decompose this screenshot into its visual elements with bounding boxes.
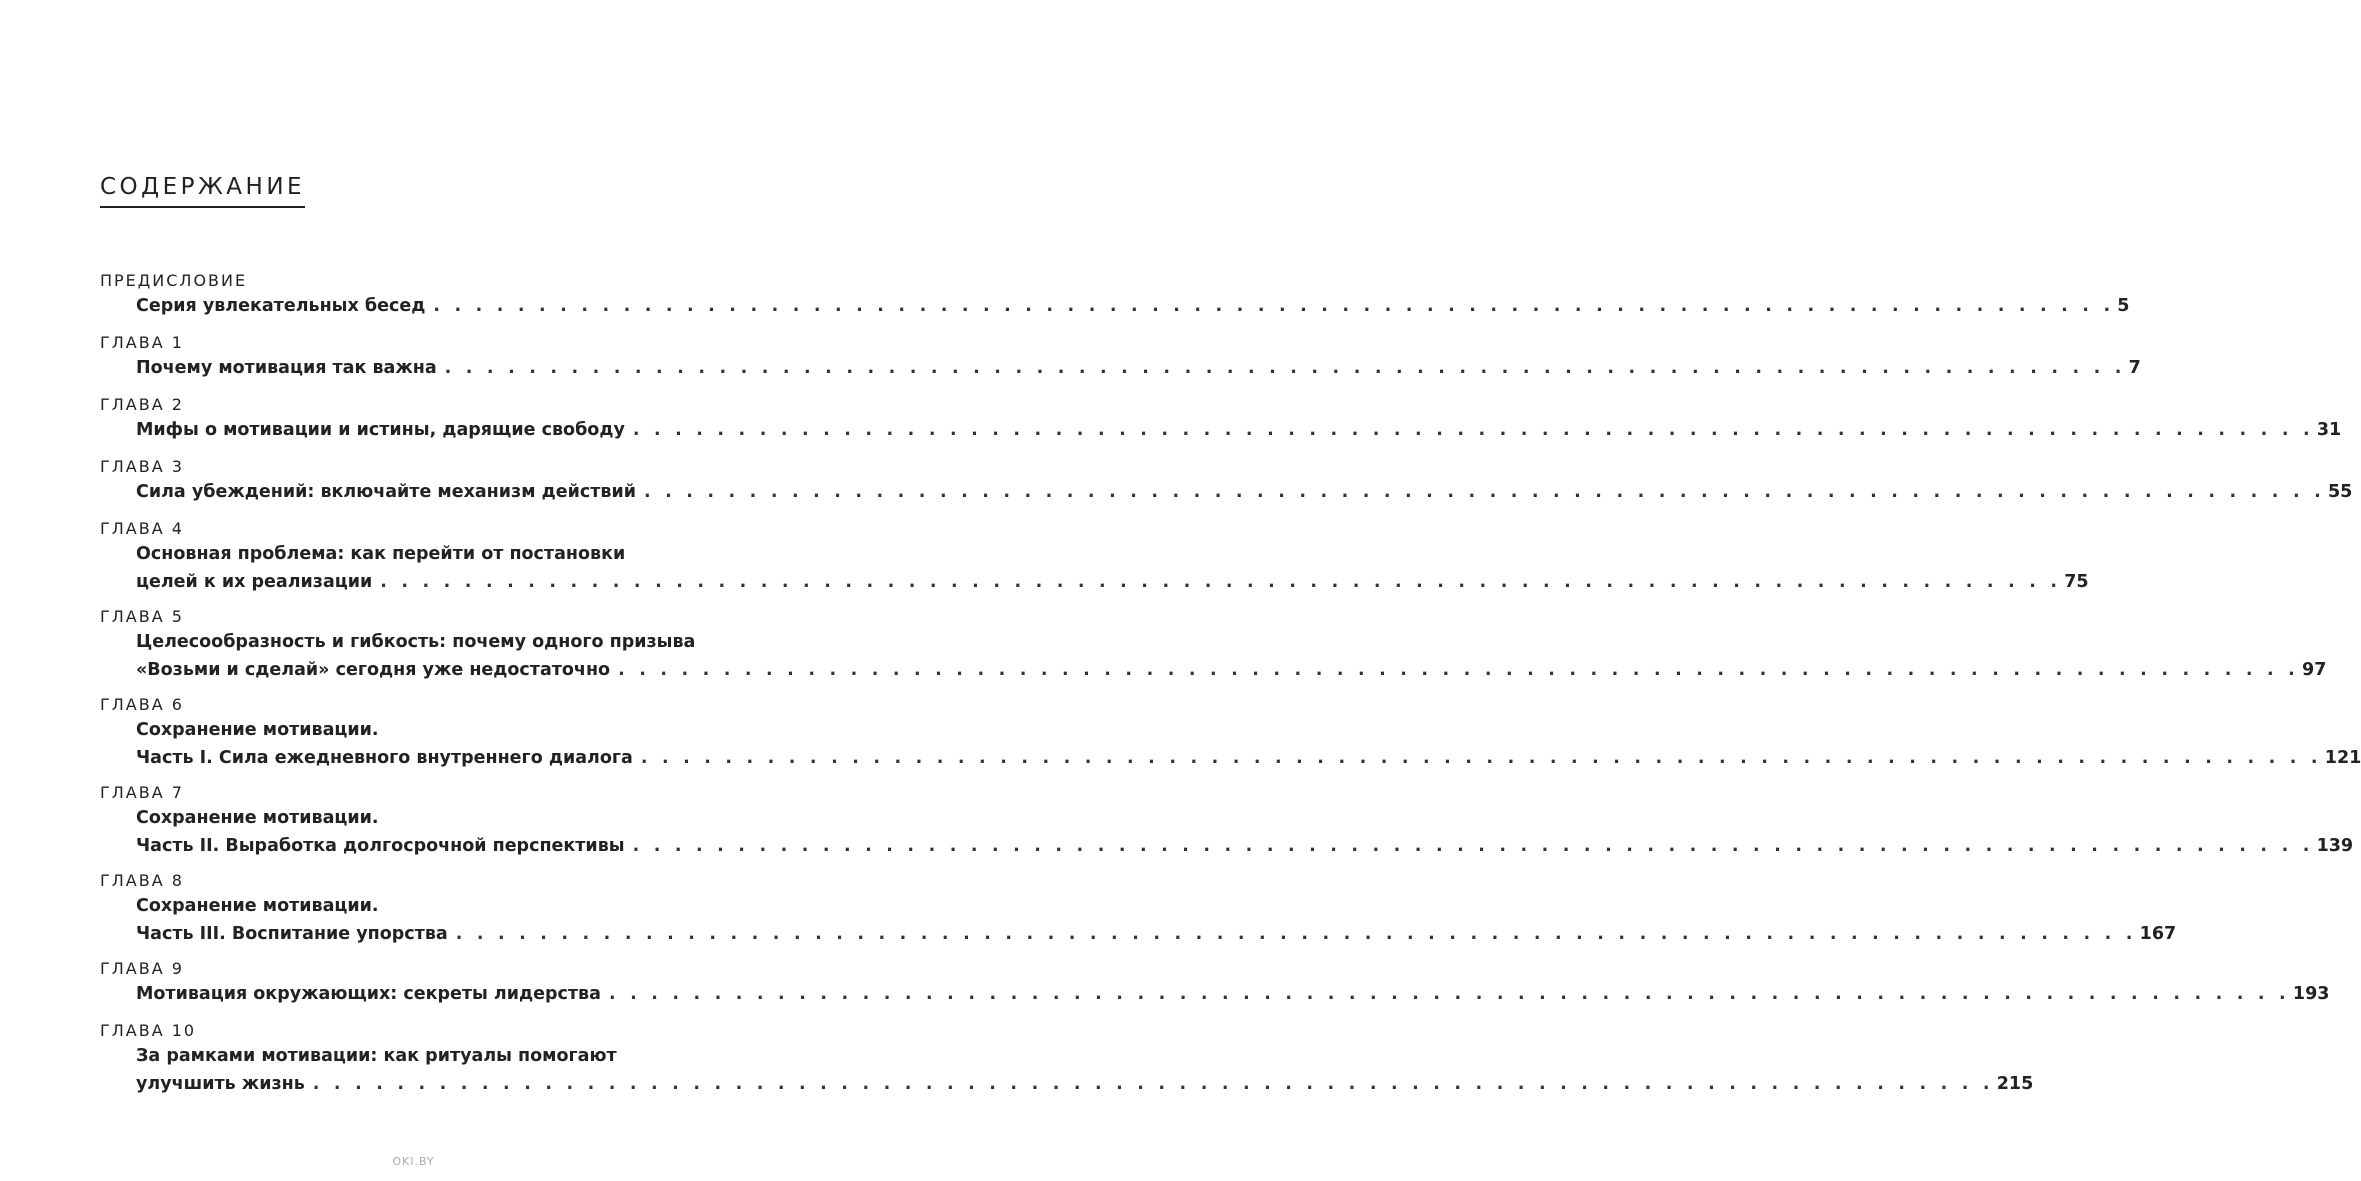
dot-leader: . . . . . . . . . . . . . . . . . . . . . . . . . . . . . . . . . . . . . . . . . . . . . . . . . . . . . . . . . . . . . . . . . . . . . . . . . . . . . . . .	[312, 1074, 1994, 1094]
toc-entry[interactable]	[136, 568, 2089, 596]
chapter-label: ПРЕДИСЛОВИЕ	[100, 271, 248, 290]
chapter-title: Сила убеждений: включайте механизм действий	[136, 482, 636, 502]
chapter-label: ГЛАВА 6	[100, 695, 184, 714]
page-number: 7	[2128, 358, 2141, 378]
chapter-title-line: За рамками мотивации: как ритуалы помогают	[136, 1046, 617, 1066]
chapter-label: ГЛАВА 2	[100, 395, 184, 414]
page-number: 121	[2324, 748, 2361, 768]
chapter-title: Часть III. Воспитание упорства	[136, 924, 448, 944]
toc-entry[interactable]	[136, 980, 2330, 1008]
dot-leader: . . . . . . . . . . . . . . . . . . . . . . . . . . . . . . . . . . . . . . . . . . . . . . . . . . . . . . . . . . . . . . . . . . . . . . . . . . . . . . . .	[632, 420, 2314, 440]
page-number: 97	[2302, 660, 2327, 680]
chapter-title: Часть I. Сила ежедневного внутреннего диалога	[136, 748, 633, 768]
page-number: 193	[2292, 984, 2330, 1004]
page-number: 139	[2316, 836, 2354, 856]
chapter-label: ГЛАВА 10	[100, 1021, 197, 1040]
dot-leader: . . . . . . . . . . . . . . . . . . . . . . . . . . . . . . . . . . . . . . . . . . . . . . . . . . . . . . . . . . . . . . . . . . . . . . . . . . . . . . . .	[618, 660, 2300, 680]
chapter-title-line: Сохранение мотивации.	[136, 720, 379, 740]
toc-entry[interactable]	[136, 744, 2361, 772]
chapter-label: ГЛАВА 4	[100, 519, 184, 538]
toc-entry[interactable]	[136, 478, 2353, 506]
page-number: 55	[2327, 482, 2353, 502]
dot-leader: . . . . . . . . . . . . . . . . . . . . . . . . . . . . . . . . . . . . . . . . . . . . . . . . . . . . . . . . . . . . . . . . . . . . . . . . . . . . . . . .	[632, 836, 2314, 856]
chapter-title: Почему мотивация так важна	[136, 358, 437, 378]
chapter-label: ГЛАВА 9	[100, 959, 184, 978]
chapter-title-line: Целесообразность и гибкость: почему одного призыва	[136, 632, 696, 652]
chapter-title-line: Сохранение мотивации.	[136, 896, 379, 916]
toc-entry[interactable]	[136, 416, 2342, 444]
toc-entry[interactable]	[136, 1070, 2034, 1098]
chapter-label: ГЛАВА 8	[100, 871, 184, 890]
dot-leader: . . . . . . . . . . . . . . . . . . . . . . . . . . . . . . . . . . . . . . . . . . . . . . . . . . . . . . . . . . . . . . . . . . . . . . . . . . . . . . . .	[433, 296, 2115, 316]
page-number: 215	[1996, 1074, 2034, 1094]
chapter-title: целей к их реализации	[136, 572, 373, 592]
chapter-title: Часть II. Выработка долгосрочной перспективы	[136, 836, 625, 856]
chapter-title-line: Основная проблема: как перейти от постановки	[136, 544, 626, 564]
chapter-label: ГЛАВА 5	[100, 607, 184, 626]
toc-entry[interactable]	[136, 832, 2354, 860]
chapter-label: ГЛАВА 1	[100, 333, 184, 352]
chapter-title: Мифы о мотивации и истины, дарящие свободу	[136, 420, 625, 440]
page-number: 75	[2064, 572, 2089, 592]
chapter-title: улучшить жизнь	[136, 1074, 305, 1094]
chapter-title-line: Сохранение мотивации.	[136, 808, 379, 828]
chapter-label: ГЛАВА 7	[100, 783, 184, 802]
toc-heading: СОДЕРЖАНИЕ	[100, 170, 305, 208]
dot-leader: . . . . . . . . . . . . . . . . . . . . . . . . . . . . . . . . . . . . . . . . . . . . . . . . . . . . . . . . . . . . . . . . . . . . . . . . . . . . . . . .	[455, 924, 2137, 944]
dot-leader: . . . . . . . . . . . . . . . . . . . . . . . . . . . . . . . . . . . . . . . . . . . . . . . . . . . . . . . . . . . . . . . . . . . . . . . . . . . . . . . .	[608, 984, 2290, 1004]
chapter-title: Мотивация окружающих: секреты лидерства	[136, 984, 601, 1004]
toc-entry[interactable]	[136, 656, 2327, 684]
dot-leader: . . . . . . . . . . . . . . . . . . . . . . . . . . . . . . . . . . . . . . . . . . . . . . . . . . . . . . . . . . . . . . . . . . . . . . . . . . . . . . . .	[444, 358, 2126, 378]
page-number: 31	[2316, 420, 2342, 440]
dot-leader: . . . . . . . . . . . . . . . . . . . . . . . . . . . . . . . . . . . . . . . . . . . . . . . . . . . . . . . . . . . . . . . . . . . . . . . . . . . . . . . .	[640, 748, 2322, 768]
dot-leader: . . . . . . . . . . . . . . . . . . . . . . . . . . . . . . . . . . . . . . . . . . . . . . . . . . . . . . . . . . . . . . . . . . . . . . . . . . . . . . . .	[380, 572, 2062, 592]
toc-entry[interactable]	[136, 354, 2141, 382]
chapter-label: ГЛАВА 3	[100, 457, 184, 476]
page-number: 167	[2139, 924, 2177, 944]
watermark: OKI.BY	[392, 1155, 435, 1168]
page-number: 5	[2117, 296, 2130, 316]
toc-entry[interactable]	[136, 292, 2130, 320]
dot-leader: . . . . . . . . . . . . . . . . . . . . . . . . . . . . . . . . . . . . . . . . . . . . . . . . . . . . . . . . . . . . . . . . . . . . . . . . . . . . . . . .	[643, 482, 2325, 502]
toc-entry[interactable]	[136, 920, 2177, 948]
chapter-title: Серия увлекательных бесед	[136, 296, 426, 316]
chapter-title: «Возьми и сделай» сегодня уже недостаточно	[136, 660, 611, 680]
